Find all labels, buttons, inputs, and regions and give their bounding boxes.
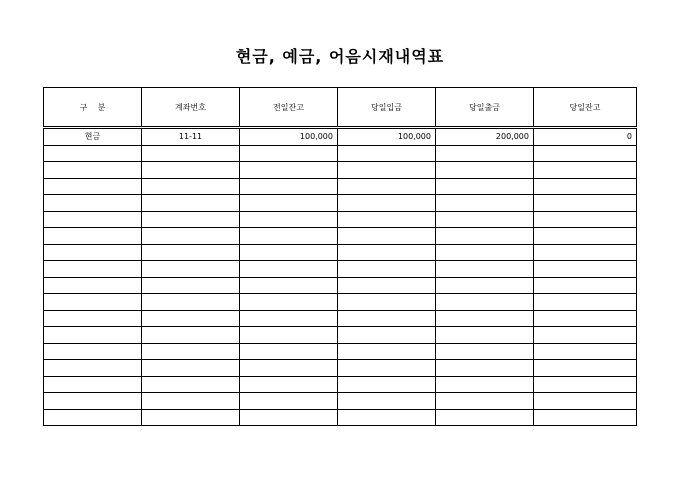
ledger-table bbox=[43, 87, 637, 426]
cell-today-withdrawal[interactable] bbox=[436, 310, 534, 327]
cell-category[interactable] bbox=[44, 343, 142, 360]
cell-previous-balance[interactable] bbox=[240, 310, 338, 327]
cell-previous-balance[interactable] bbox=[240, 228, 338, 245]
header-today-deposit: 당일입금 bbox=[338, 88, 436, 128]
cell-category[interactable] bbox=[44, 310, 142, 327]
cell-today-deposit[interactable] bbox=[338, 294, 436, 311]
cell-account-number[interactable] bbox=[142, 244, 240, 261]
cell-category[interactable] bbox=[44, 211, 142, 228]
cell-category[interactable] bbox=[44, 409, 142, 426]
cell-today-balance[interactable] bbox=[534, 244, 637, 261]
cell-today-balance[interactable] bbox=[534, 195, 637, 212]
cell-today-withdrawal[interactable] bbox=[436, 145, 534, 162]
cell-account-number[interactable]: 11-11 bbox=[142, 128, 240, 146]
cell-today-deposit[interactable] bbox=[338, 343, 436, 360]
cell-previous-balance[interactable] bbox=[240, 211, 338, 228]
cell-previous-balance[interactable] bbox=[240, 178, 338, 195]
cell-account-number[interactable] bbox=[142, 294, 240, 311]
cell-today-withdrawal[interactable] bbox=[436, 162, 534, 179]
cell-category[interactable] bbox=[44, 376, 142, 393]
cell-account-number[interactable] bbox=[142, 376, 240, 393]
cell-today-deposit[interactable] bbox=[338, 178, 436, 195]
cell-account-number[interactable] bbox=[142, 310, 240, 327]
cell-category[interactable] bbox=[44, 277, 142, 294]
cell-category[interactable] bbox=[44, 162, 142, 179]
cell-previous-balance[interactable] bbox=[240, 162, 338, 179]
header-category: 구 분 bbox=[44, 88, 142, 128]
cell-today-balance[interactable] bbox=[534, 261, 637, 278]
cell-today-balance[interactable] bbox=[534, 294, 637, 311]
cell-account-number[interactable] bbox=[142, 343, 240, 360]
cell-today-deposit[interactable] bbox=[338, 327, 436, 344]
cell-previous-balance[interactable] bbox=[240, 409, 338, 426]
cell-account-number[interactable] bbox=[142, 195, 240, 212]
table-row bbox=[44, 244, 637, 261]
cell-previous-balance[interactable] bbox=[240, 360, 338, 377]
table-row bbox=[44, 178, 637, 195]
cell-previous-balance[interactable]: 100,000 bbox=[240, 128, 338, 146]
cell-today-deposit[interactable] bbox=[338, 228, 436, 245]
cell-today-balance[interactable] bbox=[534, 277, 637, 294]
cell-today-balance[interactable] bbox=[534, 393, 637, 410]
cell-today-deposit[interactable] bbox=[338, 211, 436, 228]
cell-today-withdrawal[interactable] bbox=[436, 178, 534, 195]
page-title: 현금, 예금, 어음시재내역표 bbox=[235, 47, 445, 66]
cell-category[interactable] bbox=[44, 228, 142, 245]
cell-today-deposit[interactable] bbox=[338, 360, 436, 377]
cell-previous-balance[interactable] bbox=[240, 376, 338, 393]
cell-previous-balance[interactable] bbox=[240, 244, 338, 261]
table-row bbox=[44, 327, 637, 344]
cell-today-withdrawal[interactable] bbox=[436, 393, 534, 410]
cell-today-deposit[interactable] bbox=[338, 393, 436, 410]
cell-today-deposit[interactable] bbox=[338, 409, 436, 426]
table-row bbox=[44, 128, 637, 146]
table-row bbox=[44, 310, 637, 327]
cell-today-balance[interactable] bbox=[534, 162, 637, 179]
cell-today-deposit[interactable] bbox=[338, 145, 436, 162]
cell-today-withdrawal[interactable] bbox=[436, 376, 534, 393]
table-row bbox=[44, 343, 637, 360]
cell-today-deposit[interactable] bbox=[338, 376, 436, 393]
cell-category[interactable] bbox=[44, 145, 142, 162]
cell-account-number[interactable] bbox=[142, 327, 240, 344]
table-row bbox=[44, 360, 637, 377]
cell-today-withdrawal[interactable] bbox=[436, 244, 534, 261]
cell-category[interactable] bbox=[44, 327, 142, 344]
cell-today-balance[interactable] bbox=[534, 409, 637, 426]
cell-today-withdrawal[interactable] bbox=[436, 360, 534, 377]
cell-today-deposit[interactable] bbox=[338, 310, 436, 327]
cell-category[interactable] bbox=[44, 244, 142, 261]
cell-today-deposit[interactable] bbox=[338, 244, 436, 261]
cell-category[interactable] bbox=[44, 195, 142, 212]
cell-today-balance[interactable] bbox=[534, 310, 637, 327]
cell-today-balance[interactable] bbox=[534, 228, 637, 245]
cell-category[interactable] bbox=[44, 393, 142, 410]
header-today-withdrawal: 당일출금 bbox=[436, 88, 534, 128]
cell-today-withdrawal[interactable] bbox=[436, 195, 534, 212]
cell-account-number[interactable] bbox=[142, 162, 240, 179]
table-row bbox=[44, 409, 637, 426]
cell-today-withdrawal[interactable] bbox=[436, 211, 534, 228]
table-row bbox=[44, 162, 637, 179]
cell-account-number[interactable] bbox=[142, 178, 240, 195]
cell-account-number[interactable] bbox=[142, 228, 240, 245]
table-row bbox=[44, 277, 637, 294]
cell-today-balance[interactable] bbox=[534, 211, 637, 228]
table-row bbox=[44, 261, 637, 278]
cell-previous-balance[interactable] bbox=[240, 294, 338, 311]
cell-today-withdrawal[interactable]: 200,000 bbox=[436, 128, 534, 146]
header-today-balance: 당일잔고 bbox=[534, 88, 637, 128]
cell-today-deposit[interactable] bbox=[338, 195, 436, 212]
cell-previous-balance[interactable] bbox=[240, 327, 338, 344]
header-row bbox=[44, 88, 637, 128]
cell-today-withdrawal[interactable] bbox=[436, 261, 534, 278]
cell-account-number[interactable] bbox=[142, 261, 240, 278]
cell-previous-balance[interactable] bbox=[240, 277, 338, 294]
cell-today-deposit[interactable] bbox=[338, 277, 436, 294]
cell-today-balance[interactable] bbox=[534, 376, 637, 393]
cell-account-number[interactable] bbox=[142, 409, 240, 426]
cell-today-withdrawal[interactable] bbox=[436, 228, 534, 245]
cell-previous-balance[interactable] bbox=[240, 343, 338, 360]
table-row bbox=[44, 211, 637, 228]
cell-today-withdrawal[interactable] bbox=[436, 327, 534, 344]
cell-account-number[interactable] bbox=[142, 145, 240, 162]
cell-today-withdrawal[interactable] bbox=[436, 343, 534, 360]
cell-today-deposit[interactable]: 100,000 bbox=[338, 128, 436, 146]
cell-today-withdrawal[interactable] bbox=[436, 294, 534, 311]
cell-category[interactable] bbox=[44, 178, 142, 195]
cell-today-withdrawal[interactable] bbox=[436, 277, 534, 294]
table-row bbox=[44, 376, 637, 393]
cell-previous-balance[interactable] bbox=[240, 145, 338, 162]
cell-today-balance[interactable] bbox=[534, 178, 637, 195]
table-row bbox=[44, 195, 637, 212]
table-row bbox=[44, 228, 637, 245]
cell-previous-balance[interactable] bbox=[240, 393, 338, 410]
header-account-number: 계좌번호 bbox=[142, 88, 240, 128]
cell-account-number[interactable] bbox=[142, 211, 240, 228]
cell-today-balance[interactable] bbox=[534, 327, 637, 344]
cell-previous-balance[interactable] bbox=[240, 261, 338, 278]
table-row bbox=[44, 393, 637, 410]
cell-previous-balance[interactable] bbox=[240, 195, 338, 212]
header-previous-balance: 전일잔고 bbox=[240, 88, 338, 128]
cell-today-withdrawal[interactable] bbox=[436, 409, 534, 426]
ledger-body bbox=[44, 128, 637, 426]
cell-category[interactable] bbox=[44, 360, 142, 377]
cell-account-number[interactable] bbox=[142, 393, 240, 410]
cell-today-balance[interactable]: 0 bbox=[534, 128, 637, 146]
cell-today-balance[interactable] bbox=[534, 145, 637, 162]
cell-category[interactable] bbox=[44, 294, 142, 311]
table-row bbox=[44, 294, 637, 311]
table-row bbox=[44, 145, 637, 162]
cell-account-number[interactable] bbox=[142, 277, 240, 294]
cell-today-deposit[interactable] bbox=[338, 162, 436, 179]
cell-today-balance[interactable] bbox=[534, 343, 637, 360]
cell-account-number[interactable] bbox=[142, 360, 240, 377]
cell-category[interactable] bbox=[44, 261, 142, 278]
cell-category[interactable]: 현금 bbox=[44, 128, 142, 146]
cell-today-deposit[interactable] bbox=[338, 261, 436, 278]
cell-today-balance[interactable] bbox=[534, 360, 637, 377]
